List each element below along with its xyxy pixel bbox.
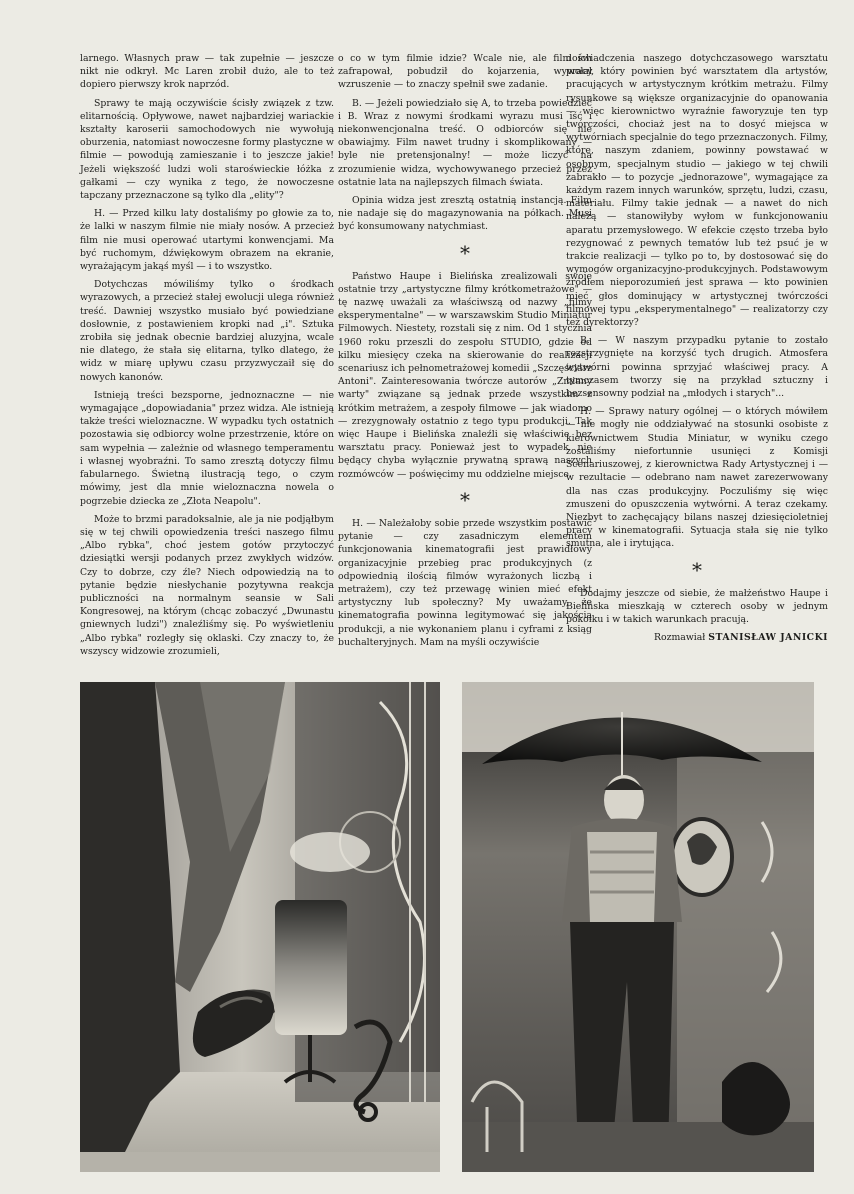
paragraph: Dodajmy jeszcze od siebie, że małżeństwo Haupe i Bielińska mieszkają w czterech osoby w jednym pokoiku i w takich warunkach pracują. bbox=[566, 587, 828, 625]
paragraph: o co w tym filmie idzie? Wcale nie, ale film ich zafrapował, pobudził do kojarzenia, wywołał wzruszenie — to znaczy spełnił swe zadanie. bbox=[338, 53, 592, 91]
paragraph: Państwo Haupe i Bielińska zrealizowali swoje ostatnie trzy „artystyczne filmy krótkometrażowe" — tę nazwę uważali za właściwszą od nazwy „filmy eksperymentalne" — w warszawskim Studio Miniatur Filmowych. Niestety, rozstali się z nim. Od 1 stycznia 1960 roku przeszli do zespołu STUDIO, gdzie od kilku miesięcy czeka na skierowanie do realizacji scenariusz ich pełnometrażowej komedii „Szczęściarz Antoni". Zainteresowania twórcze autorów „Zmiany warty" związane są jednak przede wszystkim z krótkim metrażem, a zespoły filmowe — jak wiadomo — zrezygnowały ostatnio z tego typu produkcji. Tak więc Haupe i Bielińska znaleźli się właściwie bez warsztatu pracy. Ponieważ jest to wypadek nie będący chyba wyłącznie prywatną sprawą naszych rozmówców — poświęcimy mu oddzielne miejsce. bbox=[338, 270, 592, 480]
paragraph: H. — Należałoby sobie przede wszystkim postawić pytanie — czy zasadniczym elementem funkcjonowania kinematografii jest prawidłowy organizacyjnie przebieg prac produkcyjnych (z odpowiednią ilością filmów wyrażonych liczbą i metrażem), czy też przewagę winien mieć efekt artystyczny lub społeczny? My uważamy, że kinematografia powinna legitymować się jakością produkcji, a nie wykonaniem planu i cyframi z ksiąg buchalteryjnych. Mam na myśli oczywiście bbox=[338, 517, 592, 648]
paragraph: Opinia widza jest zresztą ostatnią instancją. Film nie nadaje się do magazynowania na półkach. Musi być konsumowany natychmiast. bbox=[338, 195, 592, 233]
byline bbox=[566, 631, 828, 644]
film-still-photo-left bbox=[80, 682, 440, 1172]
paragraph: larnego. Własnych praw — tak zupełnie — jeszcze nikt nie odkrył. Mc Laren zrobił dużo, ale to też dopiero pierwszy krok naprzód. bbox=[80, 53, 334, 91]
photo-right-illustration bbox=[462, 682, 814, 1172]
text-column-1 bbox=[80, 52, 334, 663]
section-separator: * bbox=[460, 240, 470, 265]
text-column-2 bbox=[338, 52, 592, 654]
byline-prefix: Rozmawiał bbox=[653, 632, 706, 644]
byline-author: STANISŁAW JANICKI bbox=[708, 632, 828, 644]
paragraph: H. — Przed kilku laty dostaliśmy po głowie za to, że lalki w naszym filmie nie miały nosów. A przecież film nie musi operować utartymi konwencjami. Ma być ruchomym, dźwiękowym obrazem na ekranie, wyrażającym jakąś myśl — i to wszystko. bbox=[80, 208, 334, 273]
paragraph: Istnieją treści bezsporne, jednoznaczne — nie wymagające „dopowiadania" przez widza. Ale istnieją także treści wieloznaczne. W wypadku tych ostatnich pozostawia się odbiorcy wolne przestrzenie, które on sam wypełnia — zależnie od własnego temperamentu i własnej wyobraźni. To samo zresztą dotyczy filmu fabularnego. Świetną ilustracją tego, o czym mówimy, jest dla mnie wieloznaczna nowela o pogrzebie dziecka ze „Złota Neapolu". bbox=[80, 389, 334, 507]
paragraph: Może to brzmi paradoksalnie, ale ja nie podjąłbym się w tej chwili opowiedzenia treści naszego filmu „Albo rybka", choć jestem gotów przytoczyć dziesiątki wersji podanych przez zwykłych widzów. Czy to dobrze, czy źle? Niech odpowiedzią na to pytanie będzie niesłychanie pozytywna reakcja publiczności na normalnym seansie w Sali Kongresowej, na którym (chcąc zobaczyć „Dwunastu gniewnych ludzi") znaleźliśmy się. Po wyświetleniu „Albo rybka" rozległy się oklaski. Czy znaczy to, że wszyscy widzowie zrozumieli, bbox=[80, 513, 334, 657]
paragraph: B. — W naszym przypadku pytanie to zostało rozstrzygnięte na korzyść tych drugich. Atmosfera wytwórni powinna sprzyjać właściwej pracy. A tymczasem tworzy się na przykład sztuczny i bezsensowny podział na „młodych i starych"... bbox=[566, 335, 828, 400]
section-separator: * bbox=[692, 557, 702, 582]
paragraph: B. — Jeżeli powiedziało się A, to trzeba powiedzieć i B. Wraz z nowymi środkami wyrazu musi iść i niekonwencjonalna treść. O odbiorców się nie obawiajmy. Film nawet trudny i skomplikowany — byle nie pretensjonalny! — może liczyć na zrozumienie widza, wychowywanego przecież przez ostatnie lata na najlepszych filmach świata. bbox=[338, 97, 592, 188]
paragraph: Dotychczas mówiliśmy tylko o środkach wyrazowych, a przecież stałej ewolucji ulega również treść. Dawniej wszystko musiało być powiedziane dosłownie, z postawieniem kropki nad „i". Sztuka zrobiła się jednak obecnie bardziej aluzyjna, wcale nie dlatego, że stała się elitarna, tylko dlatego, że widz w miarę upływu czasu przyzwyczaił się do nowych kanonów. bbox=[80, 279, 334, 383]
section-separator: * bbox=[460, 487, 470, 512]
photo-left-illustration bbox=[80, 682, 440, 1172]
paragraph: Sprawy te mają oczywiście ścisły związek z tzw. elitarnością. Opływowe, nawet najbardziej wariackie kształty karoserii samochodowych nie wywołują oburzenia, natomiast nowoczesne formy plastyczne w filmie — powodują zamieszanie i to jeszcze jakie! Jeżeli większość ludzi woli staroświeckie łóżka z gałkami — czy wynika z tego, że nowoczesne tapczany przeznaczone są tylko dla „elity"? bbox=[80, 97, 334, 202]
film-still-photo-right bbox=[462, 682, 814, 1172]
paragraph: H. — Sprawy natury ogólnej — o których mówiłem — nie mogły nie oddziaływać na stosunki osobiste z kierownictwem Studia Miniatur, w wyniku czego zostaliśmy niefortunnie usunięci z Komisji Scenariuszowej, z kierownictwa Rady Artystycznej i — w rezultacie — odebrano nam nawet zarezerwowany dla nas czas produkcyjny. Poczuliśmy się więc zmuszeni do opuszczenia wytwórni. A teraz czekamy. Niezbyt to zachęcający bilans naszej dziesięcioletniej pracy w kinematografii. Sytuacja stała się nie tylko smutna, ale i irytująca. bbox=[566, 406, 828, 550]
paragraph: doświadczenia naszego dotychczasowego warsztatu pracy, który powinien być warsztatem dla artystów, pracujących w artystycznym krótkim metrażu. Filmy rysunkowe są większe organizacyjnie do opanowania — więc kierownictwo wyraźnie faworyzuje ten typ twórczości, chociaż jest na to dosyć miejsca w wytwórniach specjalnie do tego przeznaczonych. Filmy, które, naszym zdaniem, powinny powstawać w osobnym, specjalnym studio — jakiego w tej chwili zabrakło — to pozycje „jednorazowe", wymagające za każdym razem innych warunków, sprzętu, ludzi, czasu, materiału. Filmy takie jednak — a nawet do nich należą — stanowiłyby wyłom w funkcjonowaniu aparatu przemysłowego. W efekcie często trzeba było rezygnować z pewnych tematów lub też psuć je w trakcie realizacji — tylko po to, by dostosować się do wymogów organizacyjno-produkcyjnych. Podstawowym źródłem nieporozumień jest sprawa — kto powinien mieć głos dominujący w artystycznej twórczości filmowej typu „eksperymentalnego" — realizatorzy czy też dyrektorzy? bbox=[566, 53, 828, 329]
text-column-3 bbox=[566, 52, 828, 644]
